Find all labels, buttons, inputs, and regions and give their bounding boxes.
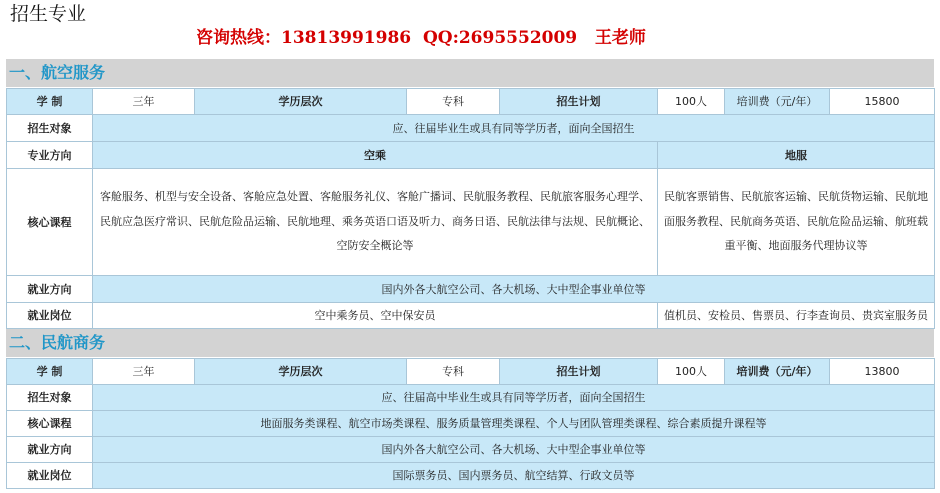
enrollment-plan-label: 招生计划 — [500, 359, 658, 385]
table-row — [7, 276, 935, 303]
page-title: 招生专业 — [10, 3, 87, 25]
duration-value: 三年 — [93, 359, 195, 385]
education-level-label: 学历层次 — [195, 359, 407, 385]
table-row — [7, 142, 935, 169]
enrollment-plan-label: 招生计划 — [500, 89, 658, 115]
table-row — [7, 89, 935, 115]
tuition-fee-value: 13800 — [830, 359, 935, 385]
duration-label: 学 制 — [7, 89, 93, 115]
target-students-label: 招生对象 — [7, 115, 93, 142]
core-courses-label: 核心课程 — [7, 169, 93, 276]
section-heading-text: 一、航空服务 — [9, 63, 106, 82]
job-positions-value: 国际票务员、国内票务员、航空结算、行政文员等 — [93, 463, 935, 489]
job-positions-label: 就业岗位 — [7, 303, 93, 329]
job-positions-left: 空中乘务员、空中保安员 — [93, 303, 658, 329]
core-courses-left: 客舱服务、机型与安全设备、客舱应急处置、客舱服务礼仪、客舱广播词、民航服务教程、民航旅客服务心理学、民航应急医疗常识、民航危险品运输、民航地理、乘务英语口语及听力、商务日语、民航法律与法规、民航概论、空防安全概论等 — [93, 169, 658, 276]
core-courses-right: 民航客票销售、民航旅客运输、民航货物运输、民航地面服务教程、民航商务英语、民航危险品运输、航班载重平衡、地面服务代理协议等 — [658, 169, 935, 276]
tuition-fee-label: 培训费（元/年） — [725, 359, 830, 385]
education-level-label: 学历层次 — [195, 89, 407, 115]
enrollment-plan-value: 100人 — [658, 89, 725, 115]
job-positions-label: 就业岗位 — [7, 463, 93, 489]
enrollment-plan-value: 100人 — [658, 359, 725, 385]
target-students-label: 招生对象 — [7, 385, 93, 411]
duration-label: 学 制 — [7, 359, 93, 385]
section-heading-text: 二、民航商务 — [9, 333, 106, 352]
table-row — [7, 463, 935, 489]
table-row — [7, 437, 935, 463]
table-row — [7, 385, 935, 411]
section-heading-civil-aviation-business — [6, 329, 934, 357]
core-courses-value: 地面服务类课程、航空市场类课程、服务质量管理类课程、个人与团队管理类课程、综合素质提升课程等 — [93, 411, 935, 437]
tuition-fee-value: 15800 — [830, 89, 935, 115]
section-heading-aviation-service — [6, 59, 934, 87]
core-courses-label: 核心课程 — [7, 411, 93, 437]
tuition-fee-label: 培训费（元/年） — [725, 89, 830, 115]
civil-aviation-business-table — [6, 358, 935, 489]
table-row — [7, 359, 935, 385]
table-row — [7, 169, 935, 276]
specialization-label: 专业方向 — [7, 142, 93, 169]
education-level-value: 专科 — [407, 89, 500, 115]
job-positions-right: 值机员、安检员、售票员、行李查询员、贵宾室服务员 — [658, 303, 935, 329]
table-row — [7, 115, 935, 142]
education-level-value: 专科 — [407, 359, 500, 385]
employment-direction-label: 就业方向 — [7, 437, 93, 463]
table-row — [7, 411, 935, 437]
employment-direction-value: 国内外各大航空公司、各大机场、大中型企事业单位等 — [93, 437, 935, 463]
table-row — [7, 303, 935, 329]
employment-direction-label: 就业方向 — [7, 276, 93, 303]
specialization-left: 空乘 — [93, 142, 658, 169]
target-students-value: 应、往届高中毕业生或具有同等学历者，面向全国招生 — [93, 385, 935, 411]
duration-value: 三年 — [93, 89, 195, 115]
employment-direction-value: 国内外各大航空公司、各大机场、大中型企事业单位等 — [93, 276, 935, 303]
aviation-service-table — [6, 88, 935, 329]
specialization-right: 地服 — [658, 142, 935, 169]
hotline-text: 咨询热线：13813991986 QQ:2695552009 王老师 — [196, 28, 646, 48]
target-students-value: 应、往届毕业生或具有同等学历者，面向全国招生 — [93, 115, 935, 142]
